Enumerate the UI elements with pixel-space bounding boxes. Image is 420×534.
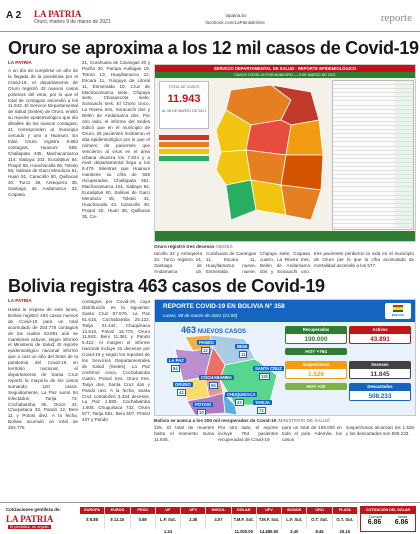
header-divider [0, 31, 420, 32]
deaths-label: Decesos [349, 361, 411, 368]
quote-cell [257, 507, 282, 534]
article1-col1: A un día de cumplirse un año de la llegada de la pandemia por el Covid-19, el departamento de Oruro registró 42 nuevos casos positivos del virus, por lo que el total de contagios ascendió a los 11.943. El Servicio Departamental de Salud (Sedes) de Oruro, emitió su reporte epidemiológico que dio detalles de los nuevos contagios, 41 corresponden al municipio cercado y uno a Huanuni. En total, Oruro registra 9.894 contagios, Huanuni 659, Challapata 435, Machacamarca 114, Sabaya 103, Eucaliptus 84, Poopó 59, Huachacalla 56, Toledo 56, Salinas de Garci Mendoza 51, Huari 51, Caracollo 50, Quillacas 40, Turco 36, Antequera 35, Santiago de Andamarca 33, Coipasa [8, 68, 78, 198]
quote-cell [181, 507, 206, 529]
legend-swatch-low [159, 149, 209, 154]
dept-label-oruro: ORURO [175, 382, 191, 387]
suspected-card [285, 361, 347, 380]
quote-value: $ 8.88 [86, 517, 98, 522]
dept-value-potosi: 10 [199, 410, 204, 415]
quote-value: T.M.F. Sut. 14.686.50 [258, 517, 280, 534]
legend-swatch-none [159, 156, 209, 161]
article2-headline: Bolivia registra 463 casos de Covid-19 [8, 276, 325, 296]
article2-caption-text: Bolivia se acerca a los 200 mil recuperados de Covid-19 [154, 418, 277, 423]
page-number: A 2 [6, 10, 22, 21]
oruro-total-label: TOTAL DE CASOS [168, 85, 200, 89]
dept-value-oruro: 42 [179, 390, 184, 395]
quote-value: T.M.F. Sut. 11.000.00 [233, 517, 254, 534]
discarded-label: Descartados [349, 383, 411, 390]
quote-name: UFV [181, 507, 205, 514]
quote-value: L.F. Sut. 3.40 [286, 517, 303, 534]
oruro-report-subtitle: CASOS COVID-19 POR MUNICIPIO — 8 DE MARZO DE 2021 [155, 72, 415, 78]
dept-label-beni: BENI [237, 344, 248, 349]
oruro-municipal-map [211, 80, 329, 230]
discarded-value: 508.233 [349, 390, 411, 401]
quote-value: O.T. Sut. 8.46 [311, 517, 328, 534]
dept-label-cochabamba: COCHABAMBA [201, 375, 232, 380]
bolivia-stats-panel [285, 325, 411, 404]
dollar-buy-value: 6.86 [367, 519, 382, 526]
article2-col4: Por otro lado, el reporte incluye 764 pacientes recuperados de Covid-19 [218, 425, 278, 442]
dept-value-cochabamba: 65 [211, 383, 216, 388]
dept-value-tarija: 72 [259, 408, 264, 413]
quote-value: 2.35 [189, 517, 198, 522]
legend-swatch-high [159, 135, 209, 140]
bolivia-report-header [155, 300, 415, 322]
article1-col2: 21, Curahuara de Carangas 20 y Pazña 20. Pampa Aullagas 19, Totora 13, Huayllamarca 12, Escara 11, Yunguyo de Litoral 11, Esmeralda 10, Cruz de Machacamarca siete, Chipaya siete, Choquecota siete, Soracachi seis, El Choro cinco, La Rivera tres, Soracachi dos y Belén de Andamarca dos. Por otro lado, el informe del Sedes indicó que en el municipio de Oruro, 25 pacientes recibieron el alta epidemiológica por lo que el número de pacientes que vencieron al virus en el área urbana alcanza los 7.824 y a nivel departamental llega a los 9.479. Mientras que Huanuni mantiene su cifra de 555 recuperados, Challapata 361, Machacamarca 101, Sabaya 84, Eucaliptus 80, Salinas de Garci Mendoza 45, Toledo 44, Huachacalla 43, Caracollo 40, Poopó 40, Huari 36, Quillacas 35, Ca- [82, 60, 150, 219]
quote-cell [131, 507, 156, 529]
new-cases-headline [181, 325, 246, 335]
legend-swatch-mid [159, 142, 209, 147]
recovered-label: Recuperados [285, 326, 347, 333]
dollar-buy-label: Compra [368, 515, 383, 519]
recovered-delta-wrap [285, 348, 347, 358]
article2-caption-credit: /MINISTERIO DE SALUD [277, 418, 330, 423]
dept-label-tarija: TARIJA [255, 400, 270, 405]
quote-cell [105, 507, 130, 529]
dollar-sell-label: Venta [397, 515, 408, 519]
new-cases-label: NUEVOS CASOS [197, 329, 247, 335]
quote-value: O.T. Sut. 25.16 [336, 517, 354, 534]
quotes-footer [0, 502, 420, 534]
quote-value: L.F. Sut. 1.24 [159, 517, 176, 534]
discarded-card [349, 383, 411, 402]
masthead-brand: LA PATRIA [34, 9, 82, 19]
section-name: reporte [380, 12, 412, 24]
article2-col3: 225. El total de muertes hasta el momento suma 11.845. [154, 425, 214, 442]
dollar-sell-value: 6.86 [394, 519, 409, 526]
dept-label-potosi: POTOSÍ [195, 402, 211, 407]
oruro-report-footer [155, 231, 415, 241]
dollar-rate-box [360, 506, 416, 532]
bolivia-covid-report [154, 299, 416, 416]
deaths-delta: HOY +22 [285, 383, 347, 390]
article2-col6: sospechosos alcanzan los 1.526 y los descartados son 508.233. [346, 425, 414, 436]
dept-value-la-paz: 84 [173, 366, 178, 371]
social-link[interactable]: facebook.com/LaPatriaBolivia [205, 20, 265, 25]
suspected-label: Sospechosos [285, 361, 347, 368]
quote-name: UF [156, 507, 180, 514]
recovered-delta: HOY +764 [285, 348, 347, 355]
deaths-delta-wrap [285, 383, 347, 393]
dept-label-la-paz: LA PAZ [169, 358, 184, 363]
stat-row-recovered-active [285, 325, 411, 346]
article1-caption-text: Oruro registró tres decesos [154, 244, 215, 249]
dept-label-chuquisaca: CHUQUISACA [227, 392, 256, 397]
quote-name: MVDOL [206, 507, 230, 514]
quote-cell [282, 507, 307, 534]
stat-row-recovered-delta [285, 347, 411, 359]
article2-kicker: LA PATRIA [8, 298, 32, 303]
quote-value: 4.07 [214, 517, 223, 522]
quote-name: UFV [257, 507, 281, 514]
quote-cell [232, 507, 257, 534]
article1-col6: tres pacientes perdieron la vida en el municipio de Oruro por lo que la cifra acumulada de mortalidad ascendió a los 577. [314, 251, 414, 268]
oruro-municipality-table [332, 80, 414, 230]
article1-col5: Chipaya siete, Coipasa cuatro, La Rivera tres, Belén de Andamarca dos y Soracachi uno. [260, 251, 310, 274]
dept-value-chuquisaca: 33 [237, 400, 242, 405]
quote-name: PESO [131, 507, 155, 514]
stat-row-deaths [285, 360, 411, 381]
deaths-value: 11.845 [349, 368, 411, 379]
quote-value: $ 12.10 [110, 517, 125, 522]
oruro-total-value: 11.943 [167, 93, 201, 105]
dollar-rate-values [361, 519, 415, 526]
quotes-table [80, 507, 358, 534]
article1-headline: Oruro se aproxima a los 12 mil casos de Covid-19 [8, 38, 419, 58]
bolivia-logo-text: BOLIVIA [391, 313, 405, 317]
oruro-total-box [159, 81, 209, 129]
quote-name: PLATA [333, 507, 357, 514]
website-link[interactable]: lapatria.bo [225, 13, 247, 18]
page-header [0, 0, 420, 36]
article1-col3: racollo 34 y Antequera 34. Turco registra 24, Santiago de Andamarca 19, [154, 251, 202, 274]
bolivia-flag-icon [393, 305, 403, 312]
dollar-rate-title: COTIZACIÓN DEL DÓLAR [361, 507, 415, 514]
footer-tagline: El periódico, en orgullo [10, 525, 49, 529]
active-value: 43.891 [349, 333, 411, 344]
quote-cell [206, 507, 231, 529]
oruro-report-title: SERVICIO DEPARTAMENTAL DE SALUD - REPORTE EPIDEMIOLÓGICO [155, 65, 415, 72]
deaths-card [349, 361, 411, 380]
article2-caption [154, 418, 330, 423]
quote-name: BONOS [282, 507, 306, 514]
stat-row-discarded [285, 382, 411, 403]
quote-name: EUROS [105, 507, 129, 514]
article1-caption [154, 244, 233, 249]
quotes-label: Cotizaciones gentileza de: [6, 507, 61, 512]
oruro-total-date: AL 08 DE MARZO DE 2021 [161, 109, 207, 113]
oruro-epi-report [154, 64, 416, 242]
quote-cell [333, 507, 358, 534]
suspected-value: 1.526 [285, 368, 347, 379]
article2-col5: para un total de 199.000 en todo el país. Además, los casos [282, 425, 342, 442]
oruro-map-legend [159, 135, 209, 163]
bolivia-report-date: Lunes, 08 de marzo de 2021 (21:00) [163, 313, 238, 318]
quote-cell [156, 507, 181, 534]
article1-col4: Curahuara de Carangas 11, Escara 11, Huayllamarca nueve, Esmeralda nueve, [206, 251, 256, 274]
bolivia-logo [385, 303, 411, 319]
quote-name: DÓLAR [232, 507, 256, 514]
quote-value: 0.89 [138, 517, 147, 522]
quote-name: ORO [307, 507, 331, 514]
recovered-value: 199.000 [285, 333, 347, 344]
article1-caption-credit: /SEDES [215, 244, 233, 249]
article1-kicker: LA PATRIA [8, 60, 32, 65]
quote-name: EUROPA [80, 507, 104, 514]
bolivia-report-title: REPORTE COVID-19 EN BOLIVIA N° 358 [163, 303, 285, 310]
recovered-card [285, 326, 347, 345]
active-label: Activos [349, 326, 411, 333]
quote-cell [80, 507, 105, 529]
dept-value-beni: 11 [241, 352, 246, 357]
table-row [333, 224, 413, 228]
dept-label-santa-cruz: SANTA CRUZ [255, 366, 282, 371]
article2-col1: Hasta la víspera de este lunes, Bolivia registró 463 casos nuevos de Covid-19 para un total acumulado de 254.776 contagios de los cuales 43.891 aún se mantienen activos, según informó el Ministerio de Salud. El reporte epidemiológico nacional informó que a casi un año del brote de la pandemia del Covid-19 en territorio nacional, el departamento de Santa Cruz reportó la mayoría de los casos sumando 120 casos. Seguidamente, La Paz sumó 84 infectados, Tarija 72, Cochabamba 65, Oruro 42, Chuquisaca 33, Pando 12, Beni 11 y Potosí diez. A la fecha, Bolivia acumuló un total de 254.776 [8, 307, 78, 431]
quote-cell [307, 507, 332, 534]
dept-value-santa-cruz: 120 [261, 374, 268, 379]
footer-logo: LA PATRIA [6, 514, 54, 524]
dept-label-pando: PANDO [199, 340, 214, 345]
dept-value-pando: 12 [203, 348, 208, 353]
new-cases-value: 463 [181, 325, 197, 335]
article2-col2: contagios por Covid-19, cuya distribución es la siguiente: Santa Cruz 87.579, La Paz 61.615, Cochabamba 25.122, Tarija 21.444, Chuquisaca 13.815, Potosí 15.776, Oruro 11.943, Beni 11.361 y Pando 5.422. Al margen el informe nacional incluye 22 decesos por Covid-19 y según los reportes de los Servicios Departamentales de Salud (Sedes), La Paz confirmó cinco, Cochabamba cuatro, Potosí tres, Oruro tres, Tarija dos, Santa Cruz dos y Pando uno. A la fecha, Santa Cruz contabilizó 3.334 decesos, La Paz 1.890, Cochabamba 1.608, Chuquisaca 732, Oruro 577, Tarija 561, Beni 507, Potosí 437 y Pando [82, 299, 150, 423]
active-card [349, 326, 411, 345]
issue-date: Oruro, martes 9 de marzo de 2021 [34, 19, 111, 25]
